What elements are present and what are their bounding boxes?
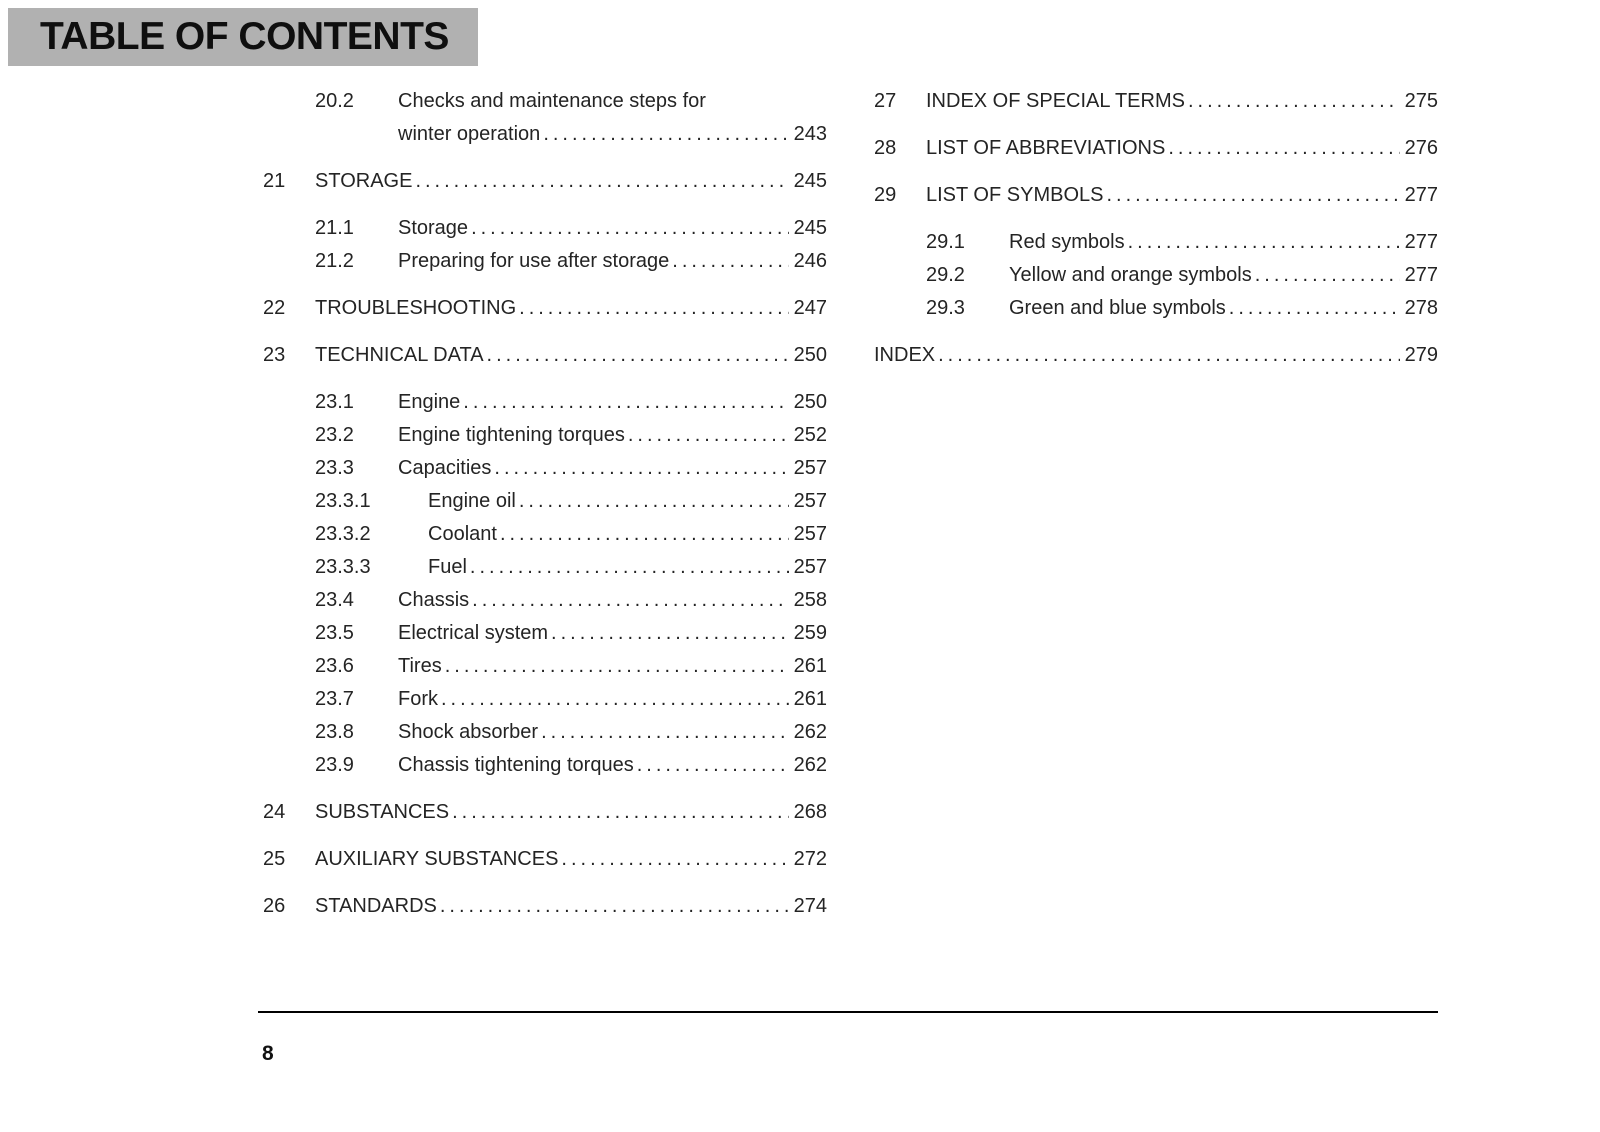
toc-entry (263, 650, 827, 683)
dot-leader (1168, 132, 1399, 165)
toc-entry (263, 386, 827, 419)
dot-leader (519, 292, 788, 325)
toc-entry (263, 165, 827, 198)
entry-page: 275 (1404, 90, 1438, 112)
entry-page: 277 (1404, 264, 1438, 286)
table-of-contents-banner (8, 8, 478, 66)
entry-title: winter operation (398, 123, 541, 145)
toc-entry (874, 179, 1438, 212)
footer-page-number: 8 (262, 1042, 274, 1065)
dot-leader (1128, 226, 1400, 259)
entry-title: Fuel (428, 556, 467, 578)
dot-leader (472, 584, 788, 617)
entry-page: 247 (793, 297, 827, 319)
dot-leader (938, 339, 1400, 372)
entry-number: 23.4 (315, 589, 354, 611)
entry-title: STANDARDS (315, 895, 437, 917)
entry-number: 24 (263, 801, 286, 823)
entry-number: 29.2 (926, 264, 965, 286)
toc-entry (874, 132, 1438, 165)
entry-title: Fork (398, 688, 438, 710)
entry-title: Preparing for use after storage (398, 250, 670, 272)
footer-rule (258, 1011, 1438, 1013)
toc-entry (263, 617, 827, 650)
toc-entry (263, 452, 827, 485)
dot-leader (1106, 179, 1399, 212)
toc-entry (874, 226, 1438, 259)
entry-page: 262 (793, 721, 827, 743)
entry-number: 20.2 (315, 90, 354, 112)
toc-entry (263, 518, 827, 551)
entry-page: 276 (1404, 137, 1438, 159)
entry-number: 22 (263, 297, 286, 319)
entry-title: Yellow and orange symbols (1009, 264, 1252, 286)
entry-title: Storage (398, 217, 469, 239)
dot-leader (463, 386, 788, 419)
toc-entry (874, 292, 1438, 325)
toc-entry (263, 796, 827, 829)
entry-page: 250 (793, 344, 827, 366)
entry-page: 257 (793, 556, 827, 578)
entry-title: SUBSTANCES (315, 801, 450, 823)
entry-number: 23.3.2 (315, 523, 371, 545)
toc-entry (263, 749, 827, 782)
entry-number: 23.6 (315, 655, 354, 677)
entry-number: 28 (874, 137, 897, 159)
toc-column-left (263, 85, 827, 923)
entry-page: 274 (793, 895, 827, 917)
entry-number: 23.3.1 (315, 490, 371, 512)
toc-entry (263, 551, 827, 584)
entry-title: Red symbols (1009, 231, 1125, 253)
entry-page: 245 (793, 170, 827, 192)
toc-entry (263, 292, 827, 325)
entry-page: 279 (1404, 344, 1438, 366)
toc-column-right (874, 85, 1438, 372)
dot-leader (470, 551, 789, 584)
entry-title: INDEX (874, 344, 936, 366)
dot-leader (440, 890, 789, 923)
entry-number: 23.3 (315, 457, 354, 479)
dot-leader (471, 212, 789, 245)
toc-body (263, 85, 1438, 923)
entry-number: 29 (874, 184, 897, 206)
dot-leader (494, 452, 788, 485)
dot-leader (1255, 259, 1400, 292)
entry-page: 257 (793, 457, 827, 479)
dot-leader (541, 716, 789, 749)
entry-page: 277 (1404, 184, 1438, 206)
entry-page: 257 (793, 490, 827, 512)
entry-number: 29.1 (926, 231, 965, 253)
entry-page: 259 (793, 622, 827, 644)
dot-leader (500, 518, 789, 551)
dot-leader (1229, 292, 1400, 325)
dot-leader (415, 165, 788, 198)
entry-title: Checks and maintenance steps for (398, 90, 706, 112)
entry-page: 245 (793, 217, 827, 239)
dot-leader (628, 419, 789, 452)
entry-number: 27 (874, 90, 897, 112)
toc-entry (263, 212, 827, 245)
entry-page: 277 (1404, 231, 1438, 253)
entry-page: 278 (1404, 297, 1438, 319)
entry-title: Tires (398, 655, 442, 677)
dot-leader (445, 650, 789, 683)
entry-title: Electrical system (398, 622, 549, 644)
entry-title: LIST OF ABBREVIATIONS (926, 137, 1166, 159)
entry-title: INDEX OF SPECIAL TERMS (926, 90, 1185, 112)
toc-entry (874, 85, 1438, 118)
dot-leader (487, 339, 789, 372)
toc-entry (263, 485, 827, 518)
entry-page: 272 (793, 848, 827, 870)
dot-leader (672, 245, 788, 278)
entry-title: Engine tightening torques (398, 424, 625, 446)
entry-title: STORAGE (315, 170, 413, 192)
page-title: TABLE OF CONTENTS (40, 15, 449, 58)
entry-number: 25 (263, 848, 286, 870)
entry-page: 250 (793, 391, 827, 413)
entry-number: 23.2 (315, 424, 354, 446)
entry-title: LIST OF SYMBOLS (926, 184, 1104, 206)
toc-entry (263, 584, 827, 617)
entry-title: Capacities (398, 457, 492, 479)
entry-title: Shock absorber (398, 721, 539, 743)
entry-number: 26 (263, 895, 286, 917)
dot-leader (519, 485, 789, 518)
entry-number: 23.9 (315, 754, 354, 776)
toc-entry (263, 85, 827, 151)
toc-entry (263, 683, 827, 716)
dot-leader (1188, 85, 1400, 118)
entry-page: 268 (793, 801, 827, 823)
dot-leader (561, 843, 788, 876)
entry-number: 23.7 (315, 688, 354, 710)
entry-number: 29.3 (926, 297, 965, 319)
entry-title: Engine oil (428, 490, 516, 512)
entry-title: TECHNICAL DATA (315, 344, 484, 366)
entry-title: Coolant (428, 523, 497, 545)
toc-entry (263, 716, 827, 749)
entry-number: 21.1 (315, 217, 354, 239)
toc-entry (263, 890, 827, 923)
entry-number: 21 (263, 170, 286, 192)
entry-page: 257 (793, 523, 827, 545)
dot-leader (543, 118, 788, 151)
dot-leader (551, 617, 789, 650)
entry-number: 21.2 (315, 250, 354, 272)
toc-entry (263, 843, 827, 876)
entry-title: Chassis tightening torques (398, 754, 634, 776)
toc-entry (263, 339, 827, 372)
entry-page: 262 (793, 754, 827, 776)
entry-number: 23.5 (315, 622, 354, 644)
toc-entry (263, 245, 827, 278)
entry-title: Engine (398, 391, 461, 413)
entry-number: 23 (263, 344, 286, 366)
toc-entry (263, 419, 827, 452)
toc-entry (874, 339, 1438, 372)
dot-leader (637, 749, 789, 782)
entry-title: Green and blue symbols (1009, 297, 1226, 319)
toc-entry (874, 259, 1438, 292)
entry-number: 23.1 (315, 391, 354, 413)
entry-title: TROUBLESHOOTING (315, 297, 517, 319)
entry-page: 252 (793, 424, 827, 446)
entry-page: 258 (793, 589, 827, 611)
entry-page: 246 (793, 250, 827, 272)
dot-leader (452, 796, 789, 829)
entry-number: 23.8 (315, 721, 354, 743)
entry-page: 243 (793, 123, 827, 145)
entry-number: 23.3.3 (315, 556, 371, 578)
dot-leader (441, 683, 789, 716)
entry-page: 261 (793, 655, 827, 677)
entry-title: AUXILIARY SUBSTANCES (315, 848, 559, 870)
entry-title: Chassis (398, 589, 470, 611)
entry-page: 261 (793, 688, 827, 710)
